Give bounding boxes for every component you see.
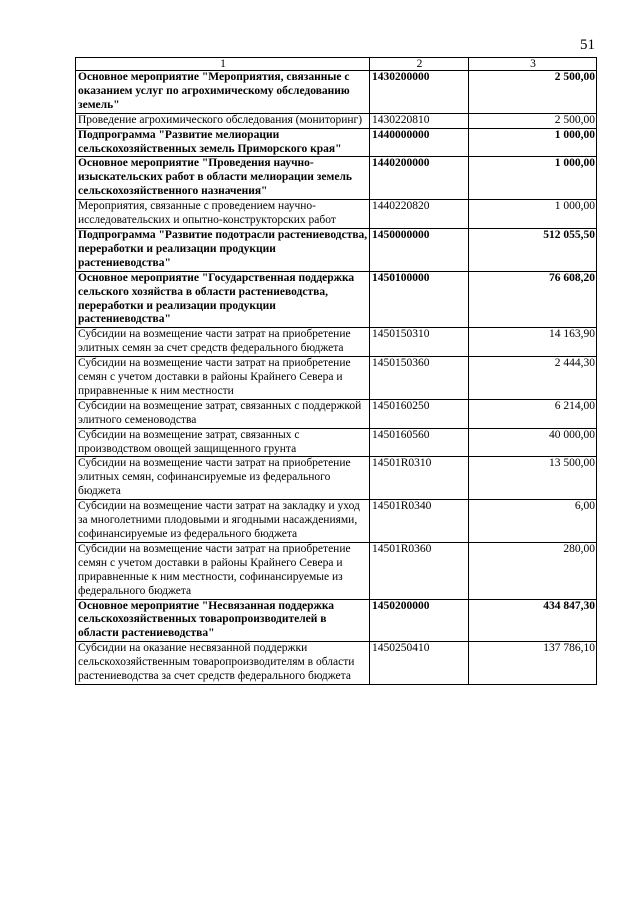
row-name-cell: Субсидии на возмещение части затрат на приобретение элитных семян, софинансируемые из федерального бюджета: [76, 457, 370, 500]
row-amount-cell: 1 000,00: [469, 200, 597, 229]
table-row: [76, 642, 597, 685]
row-amount-cell: 14 163,90: [469, 328, 597, 357]
row-name-cell: Субсидии на возмещение части затрат на приобретение элитных семян за счет средств федерального бюджета: [76, 328, 370, 357]
budget-table: [75, 57, 597, 685]
page-number: 51: [580, 37, 595, 53]
row-amount-cell: 76 608,20: [469, 271, 597, 328]
table-row: [76, 428, 597, 457]
row-amount-cell: 434 847,30: [469, 599, 597, 642]
row-name-cell: Субсидии на возмещение части затрат на закладку и уход за многолетними плодовыми и ягодными насаждениями, софинансируемые из федерального бюджета: [76, 500, 370, 543]
row-name-cell: Субсидии на оказание несвязанной поддержки сельскохозяйственным товаропроизводителям в области растениеводства за счет средств федерального бюджета: [76, 642, 370, 685]
table-row: [76, 128, 597, 157]
row-name-cell: Подпрограмма "Развитие мелиорации сельскохозяйственных земель Приморского края": [76, 128, 370, 157]
table-row: [76, 457, 597, 500]
row-code-cell: 1450150310: [370, 328, 469, 357]
row-code-cell: 1430220810: [370, 113, 469, 128]
table-row: [76, 599, 597, 642]
row-code-cell: 1440220820: [370, 200, 469, 229]
row-amount-cell: 13 500,00: [469, 457, 597, 500]
row-name-cell: Субсидии на возмещение затрат, связанных с производством овощей защищенного грунта: [76, 428, 370, 457]
column-header-1: 1: [76, 58, 370, 71]
row-name-cell: Субсидии на возмещение части затрат на приобретение семян с учетом доставки в районы Крайнего Севера и приравненные к ним местности: [76, 357, 370, 400]
row-code-cell: 1450000000: [370, 228, 469, 271]
row-amount-cell: 512 055,50: [469, 228, 597, 271]
table-body: [76, 71, 597, 685]
row-code-cell: 14501R0340: [370, 500, 469, 543]
table-row: [76, 357, 597, 400]
row-amount-cell: 2 500,00: [469, 71, 597, 114]
row-amount-cell: 2 444,30: [469, 357, 597, 400]
table-row: [76, 71, 597, 114]
table-row: [76, 113, 597, 128]
row-code-cell: 1450160560: [370, 428, 469, 457]
row-code-cell: 1450160250: [370, 399, 469, 428]
row-code-cell: 1450100000: [370, 271, 469, 328]
row-name-cell: Основное мероприятие "Несвязанная поддержка сельскохозяйственных товаропроизводителей в области растениеводства": [76, 599, 370, 642]
table-row: [76, 271, 597, 328]
row-code-cell: 1440200000: [370, 157, 469, 200]
row-name-cell: Субсидии на возмещение затрат, связанных с поддержкой элитного семеноводства: [76, 399, 370, 428]
row-amount-cell: 6 214,00: [469, 399, 597, 428]
row-code-cell: 14501R0360: [370, 542, 469, 599]
row-amount-cell: 2 500,00: [469, 113, 597, 128]
row-amount-cell: 40 000,00: [469, 428, 597, 457]
row-name-cell: Проведение агрохимического обследования (мониторинг): [76, 113, 370, 128]
column-header-2: 2: [370, 58, 469, 71]
row-name-cell: Подпрограмма "Развитие подотрасли растениеводства, переработки и реализации продукции растениеводства": [76, 228, 370, 271]
table-row: [76, 200, 597, 229]
row-code-cell: 14501R0310: [370, 457, 469, 500]
row-amount-cell: 137 786,10: [469, 642, 597, 685]
row-code-cell: 1450250410: [370, 642, 469, 685]
table-row: [76, 399, 597, 428]
row-name-cell: Мероприятия, связанные с проведением научно-исследовательских и опытно-конструкторских работ: [76, 200, 370, 229]
table-header-row: [76, 58, 597, 71]
row-code-cell: 1430200000: [370, 71, 469, 114]
row-code-cell: 1450200000: [370, 599, 469, 642]
row-name-cell: Основное мероприятие "Государственная поддержка сельского хозяйства в области растениеводства, переработки и реализации продукции растениеводства": [76, 271, 370, 328]
row-amount-cell: 6,00: [469, 500, 597, 543]
row-amount-cell: 1 000,00: [469, 157, 597, 200]
table-row: [76, 542, 597, 599]
row-amount-cell: 280,00: [469, 542, 597, 599]
row-code-cell: 1440000000: [370, 128, 469, 157]
row-name-cell: Основное мероприятие "Мероприятия, связанные с оказанием услуг по агрохимическому обследованию земель": [76, 71, 370, 114]
table-row: [76, 228, 597, 271]
table-row: [76, 500, 597, 543]
row-code-cell: 1450150360: [370, 357, 469, 400]
row-name-cell: Основное мероприятие "Проведения научно-изыскательских работ в области мелиорации земель сельскохозяйственного назначения": [76, 157, 370, 200]
table-row: [76, 157, 597, 200]
row-name-cell: Субсидии на возмещение части затрат на приобретение семян с учетом доставки в районы Крайнего Севера и приравненные к ним местности, софинансируемые из федерального бюджета: [76, 542, 370, 599]
row-amount-cell: 1 000,00: [469, 128, 597, 157]
column-header-3: 3: [469, 58, 597, 71]
table-row: [76, 328, 597, 357]
